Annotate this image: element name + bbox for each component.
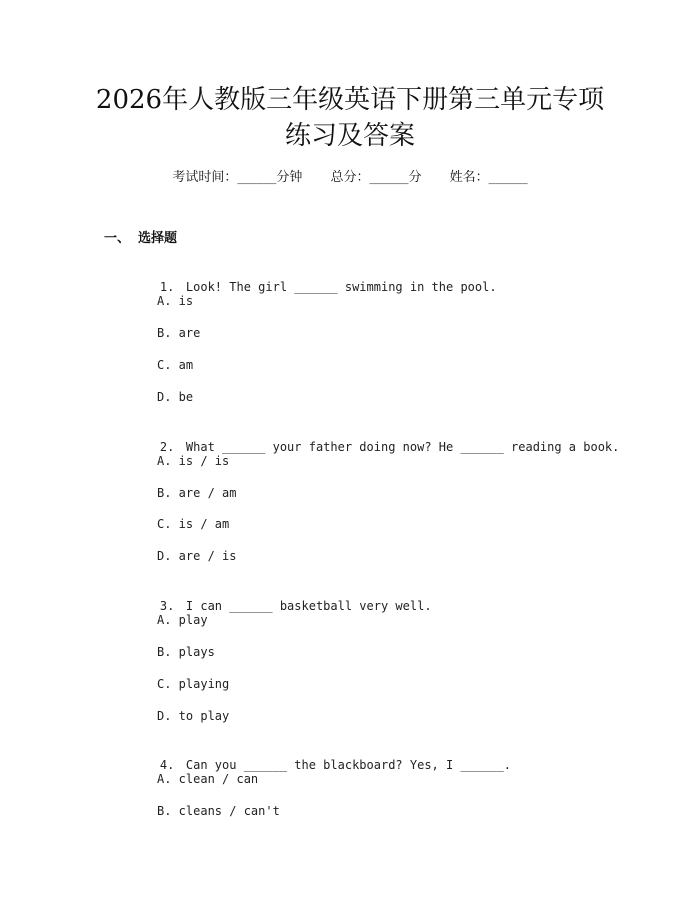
section-number: 一、 — [104, 231, 131, 246]
question-1-option-d: D. be — [157, 390, 194, 404]
question-3-option-b: B. plays — [157, 645, 215, 659]
question-2-option-a: A. is / is — [157, 454, 230, 468]
section-heading — [104, 229, 177, 249]
question-2-option-d: D. are / is — [157, 549, 237, 563]
question-3-option-d: D. to play — [157, 709, 230, 723]
student-name-field: 姓名：______ — [449, 170, 528, 185]
question-4-option-b: B. cleans / can't — [157, 804, 280, 818]
question-number: 4. — [159, 758, 175, 772]
question-number: 2. — [159, 440, 175, 454]
question-text: Look! The girl ______ swimming in the pool. — [185, 280, 497, 294]
section-title: 选择题 — [138, 231, 178, 246]
question-1-option-c: C. am — [157, 358, 194, 372]
question-2-option-b: B. are / am — [157, 486, 237, 500]
question-text: Can you ______ the blackboard? Yes, I ______. — [185, 758, 512, 772]
question-number: 1. — [159, 280, 175, 294]
document-title-line-2: 练习及答案 — [284, 121, 415, 151]
question-text: What ______ your father doing now? He ______ reading a book. — [185, 440, 620, 454]
exam-time-field: 考试时间：______分钟 — [172, 170, 303, 185]
question-number: 3. — [159, 599, 175, 613]
question-1-option-b: B. are — [157, 326, 201, 340]
question-3-option-a: A. play — [157, 613, 208, 627]
exam-info-row — [0, 168, 700, 188]
document-title-line-1: 2026年人教版三年级英语下册第三单元专项 — [95, 85, 605, 115]
question-1-option-a: A. is — [157, 294, 194, 308]
question-4-option-a: A. clean / can — [157, 772, 259, 786]
question-2-option-c: C. is / am — [157, 517, 230, 531]
total-score-field: 总分：______分 — [330, 170, 422, 185]
question-text: I can ______ basketball very well. — [185, 599, 432, 613]
question-3-option-c: C. playing — [157, 677, 230, 691]
